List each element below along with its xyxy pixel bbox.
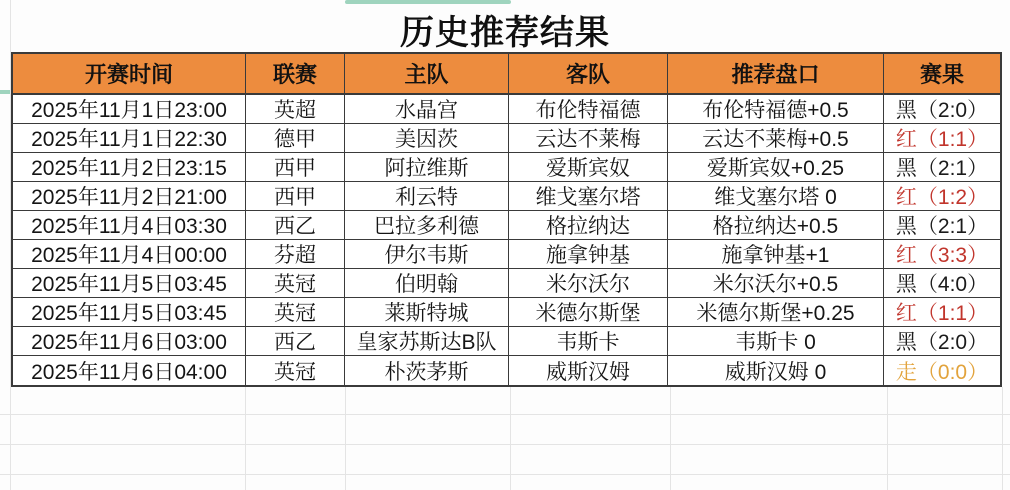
cell-handicap[interactable]: 米尔沃尔+0.5 [668, 269, 884, 298]
cell-time[interactable]: 2025年11月6日03:00 [13, 327, 246, 356]
cell-away[interactable]: 威斯汉姆 [509, 356, 668, 385]
cell-handicap[interactable]: 施拿钟基+1 [668, 240, 884, 269]
cell-league[interactable]: 西乙 [246, 327, 345, 356]
cell-time[interactable]: 2025年11月5日03:45 [13, 298, 246, 327]
cell-league[interactable]: 西乙 [246, 211, 345, 240]
cell-result[interactable]: 走（0:0） [895, 360, 989, 384]
table-row [13, 153, 1000, 182]
table-row [13, 327, 1000, 356]
cell-away[interactable]: 布伦特福德 [509, 95, 668, 124]
cell-league[interactable]: 英冠 [246, 356, 345, 385]
cell-time[interactable]: 2025年11月6日04:00 [13, 356, 246, 385]
gridline [10, 0, 11, 490]
cell-handicap[interactable]: 格拉纳达+0.5 [668, 211, 884, 240]
cell-handicap[interactable]: 米德尔斯堡+0.25 [668, 298, 884, 327]
cell-league[interactable]: 英冠 [246, 269, 345, 298]
cell-result[interactable]: 红（1:2） [884, 182, 1000, 211]
gridline [0, 474, 1010, 475]
horizontal-scrollbar[interactable] [345, 0, 511, 4]
cell-away[interactable]: 米德尔斯堡 [509, 298, 668, 327]
table-row [13, 240, 1000, 269]
cell-time[interactable]: 2025年11月2日23:15 [13, 153, 246, 182]
cell-home[interactable]: 伊尔韦斯 [345, 240, 509, 269]
cell-result[interactable]: 黑（4:0） [884, 269, 1000, 298]
cell-league[interactable]: 西甲 [246, 182, 345, 211]
cell-home[interactable]: 美因茨 [345, 124, 509, 153]
table-row [13, 356, 1000, 385]
cell-handicap[interactable]: 维戈塞尔塔 0 [668, 182, 884, 211]
table-row [13, 124, 1000, 153]
cell-home[interactable]: 利云特 [345, 182, 509, 211]
cell-result[interactable]: 黑（2:1） [884, 211, 1000, 240]
cell-away[interactable]: 施拿钟基 [509, 240, 668, 269]
cell-handicap[interactable]: 韦斯卡 0 [668, 327, 884, 356]
cell-away[interactable]: 米尔沃尔 [509, 269, 668, 298]
cell-result[interactable]: 红（1:1） [884, 124, 1000, 153]
cell-home[interactable]: 巴拉多利德 [345, 211, 509, 240]
cell-result[interactable]: 黑（2:1） [884, 153, 1000, 182]
cell-time[interactable]: 2025年11月5日03:45 [13, 269, 246, 298]
cell-handicap[interactable]: 爱斯宾奴+0.25 [668, 153, 884, 182]
cell-time[interactable]: 2025年11月1日23:00 [13, 95, 246, 124]
cell-away[interactable]: 格拉纳达 [509, 211, 668, 240]
gridline [0, 444, 1010, 445]
table-row [13, 269, 1000, 298]
header-cell-league[interactable]: 联赛 [246, 54, 345, 95]
header-cell-handicap[interactable]: 推荐盘口 [668, 54, 884, 95]
page-title[interactable]: 历史推荐结果 [400, 14, 610, 52]
cell-result[interactable]: 黑（2:0） [884, 95, 1000, 124]
cell-handicap[interactable]: 云达不莱梅+0.5 [668, 124, 884, 153]
cell-time[interactable]: 2025年11月4日03:30 [13, 211, 246, 240]
gridline [0, 414, 1010, 415]
cell-handicap[interactable]: 威斯汉姆 0 [668, 356, 884, 385]
header-cell-away[interactable]: 客队 [509, 54, 668, 95]
selection-marker [0, 90, 10, 94]
table-row [13, 95, 1000, 124]
cell-league[interactable]: 芬超 [246, 240, 345, 269]
cell-handicap[interactable]: 布伦特福德+0.5 [668, 95, 884, 124]
cell-time[interactable]: 2025年11月1日22:30 [13, 124, 246, 153]
cell-home[interactable]: 莱斯特城 [345, 298, 509, 327]
cell-home[interactable]: 阿拉维斯 [345, 153, 509, 182]
header-cell-home[interactable]: 主队 [345, 54, 509, 95]
table-header-row [13, 54, 1000, 95]
cell-league[interactable]: 德甲 [246, 124, 345, 153]
cell-result[interactable]: 黑（2:0） [884, 327, 1000, 356]
cell-time[interactable]: 2025年11月2日21:00 [13, 182, 246, 211]
cell-result[interactable]: 红（3:3） [884, 240, 1000, 269]
header-cell-time[interactable]: 开赛时间 [13, 54, 246, 95]
cell-league[interactable]: 英冠 [246, 298, 345, 327]
table-row [13, 182, 1000, 211]
cell-home[interactable]: 皇家苏斯达B队 [345, 327, 509, 356]
cell-away[interactable]: 云达不莱梅 [509, 124, 668, 153]
cell-time[interactable]: 2025年11月4日00:00 [13, 240, 246, 269]
cell-home[interactable]: 伯明翰 [345, 269, 509, 298]
table-row [13, 298, 1000, 327]
cell-away[interactable]: 爱斯宾奴 [509, 153, 668, 182]
cell-away[interactable]: 韦斯卡 [509, 327, 668, 356]
cell-away[interactable]: 维戈塞尔塔 [509, 182, 668, 211]
cell-result[interactable]: 红（1:1） [884, 298, 1000, 327]
cell-league[interactable]: 英超 [246, 95, 345, 124]
table-row [13, 211, 1000, 240]
results-table [11, 52, 1002, 387]
cell-home[interactable]: 水晶宫 [345, 95, 509, 124]
cell-league[interactable]: 西甲 [246, 153, 345, 182]
header-cell-result[interactable]: 赛果 [884, 54, 1000, 95]
cell-home[interactable]: 朴茨茅斯 [345, 356, 509, 385]
table-body [13, 95, 1000, 385]
